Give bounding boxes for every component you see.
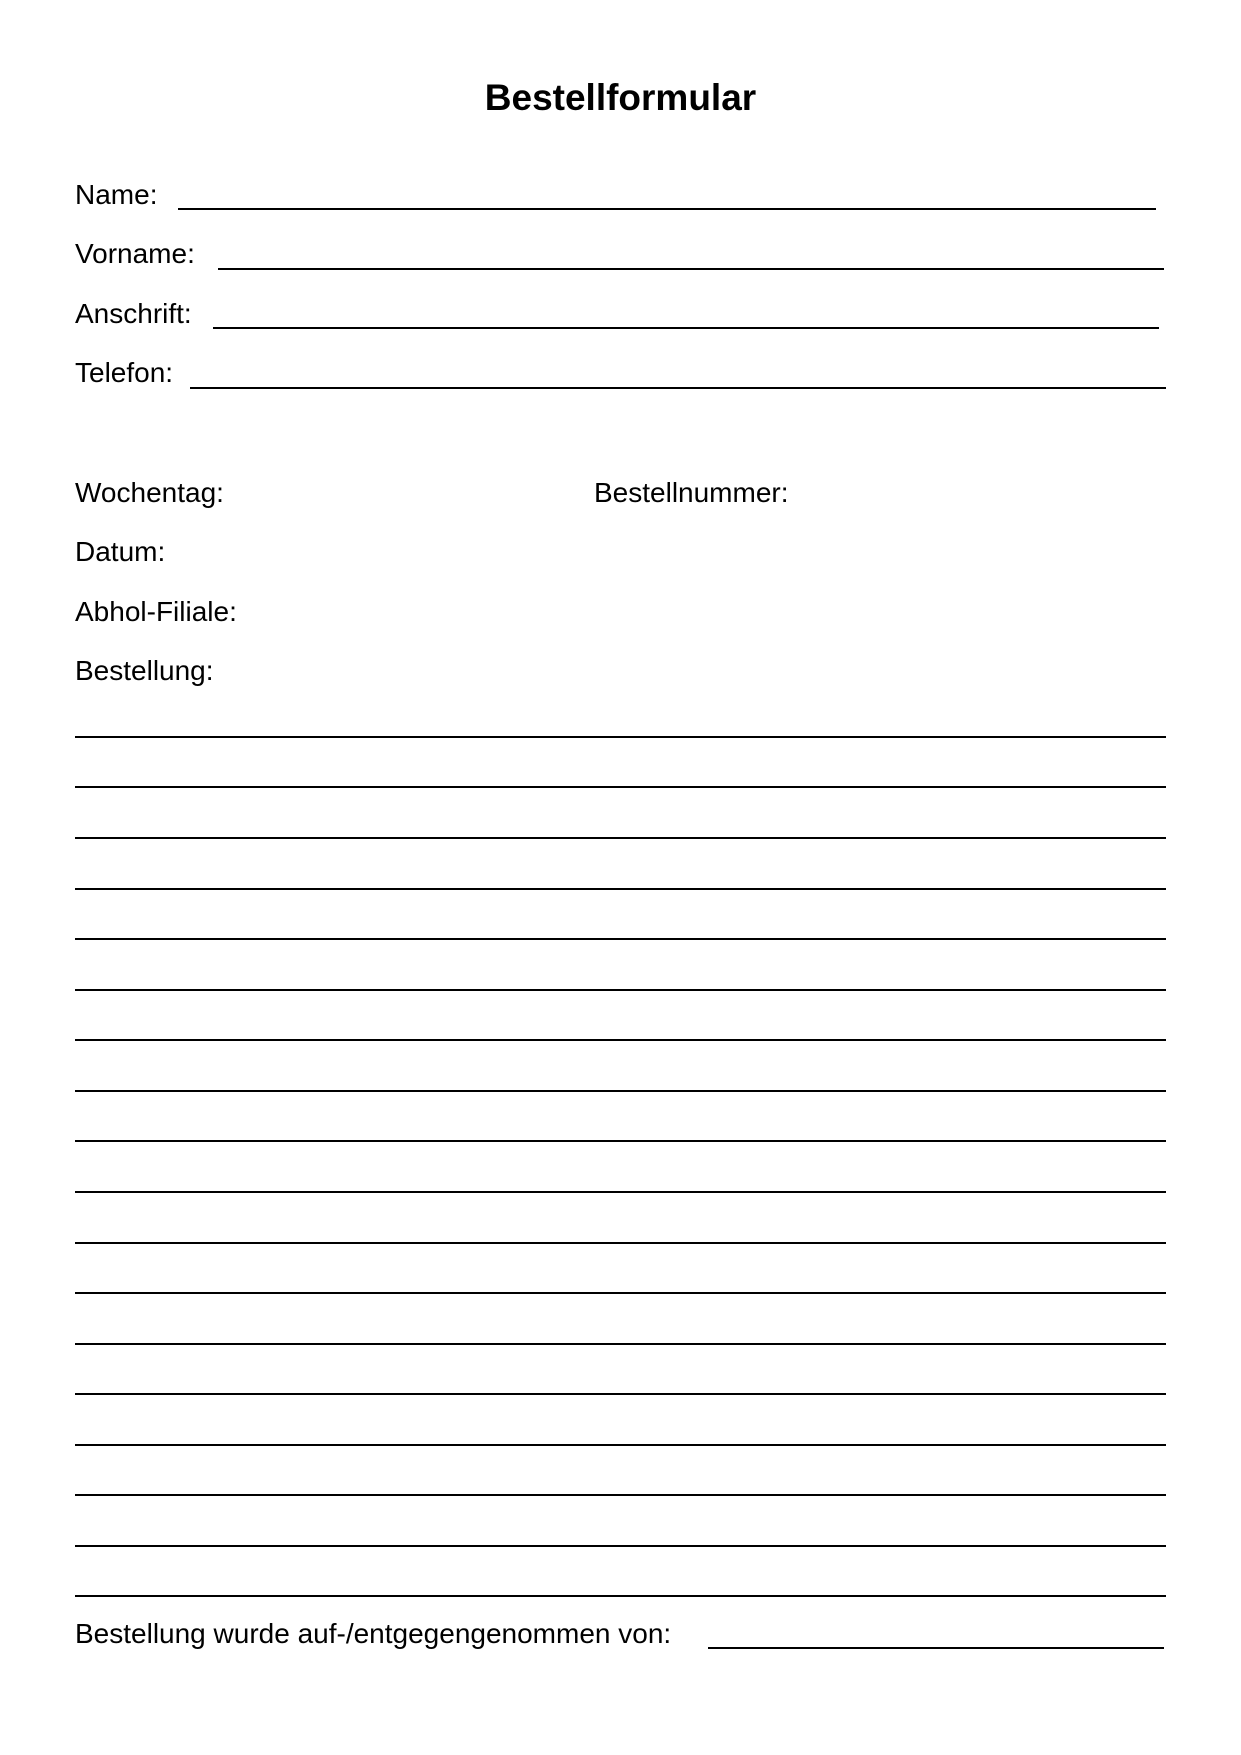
name-label: Name: xyxy=(75,179,158,210)
order-line[interactable] xyxy=(75,1545,1166,1547)
order-line[interactable] xyxy=(75,1191,1166,1193)
order-line[interactable] xyxy=(75,786,1166,788)
date-label: Datum: xyxy=(75,536,166,567)
order-line[interactable] xyxy=(75,1595,1166,1597)
order-line[interactable] xyxy=(75,837,1166,839)
first-name-field[interactable] xyxy=(218,268,1164,270)
name-field[interactable] xyxy=(178,208,1156,210)
order-line[interactable] xyxy=(75,1292,1166,1294)
address-field[interactable] xyxy=(213,327,1159,329)
pickup-branch-label: Abhol-Filiale: xyxy=(75,596,237,627)
order-line[interactable] xyxy=(75,938,1166,940)
phone-label: Telefon: xyxy=(75,357,174,388)
order-line[interactable] xyxy=(75,1140,1166,1142)
address-label: Anschrift: xyxy=(75,298,192,329)
order-number-label: Bestellnummer: xyxy=(594,477,789,508)
order-line[interactable] xyxy=(75,989,1166,991)
received-by-label: Bestellung wurde auf-/entgegengenommen von: xyxy=(75,1618,672,1649)
order-line[interactable] xyxy=(75,1343,1166,1345)
page-title: Bestellformular xyxy=(484,77,757,118)
order-line[interactable] xyxy=(75,1090,1166,1092)
order-label: Bestellung: xyxy=(75,655,214,686)
order-line[interactable] xyxy=(75,1494,1166,1496)
phone-field[interactable] xyxy=(190,387,1166,389)
order-line[interactable] xyxy=(75,1444,1166,1446)
weekday-label: Wochentag: xyxy=(75,477,224,508)
order-line[interactable] xyxy=(75,736,1166,738)
order-line[interactable] xyxy=(75,1242,1166,1244)
received-by-field[interactable] xyxy=(708,1647,1164,1649)
order-line[interactable] xyxy=(75,888,1166,890)
first-name-label: Vorname: xyxy=(75,238,195,269)
order-line[interactable] xyxy=(75,1393,1166,1395)
order-line[interactable] xyxy=(75,1039,1166,1041)
